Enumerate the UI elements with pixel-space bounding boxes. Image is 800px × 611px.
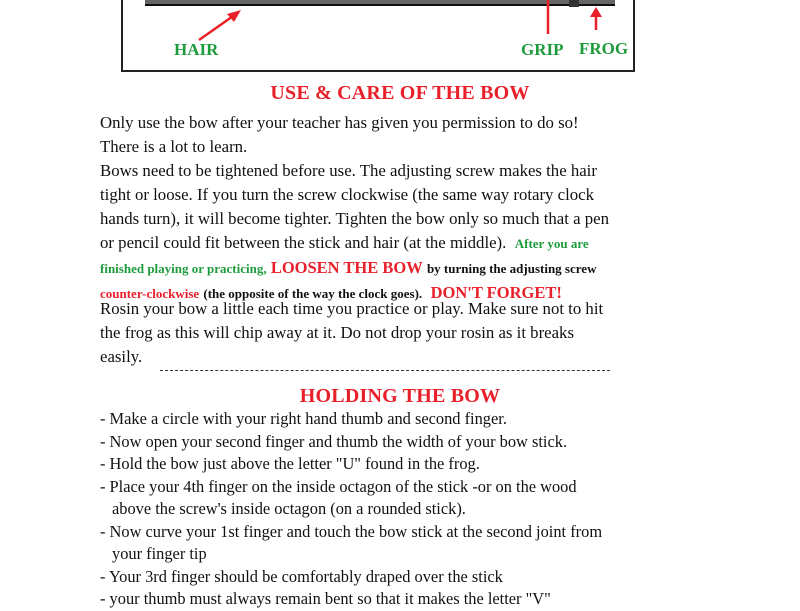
use-care-title: USE & CARE OF THE BOW	[270, 82, 530, 104]
dont-forget-text: DON'T FORGET!	[430, 283, 562, 302]
counter-clockwise-text: counter-clockwise	[100, 286, 200, 301]
p2-line1: Bows need to be tightened before use. The adjusting screw makes the hair	[100, 161, 597, 180]
p3-line2: the frog as this will chip away at it. Do not drop your rosin as it breaks	[100, 323, 574, 342]
finished-playing-text: finished playing or practicing,	[100, 261, 267, 276]
p2-line4	[100, 231, 740, 256]
list-item: - Your 3rd finger should be comfortably draped over the stick	[100, 566, 503, 586]
p2-line3: hands turn), it will become tighter. Tighten the bow only so much that a pen	[100, 209, 609, 228]
section-divider	[160, 370, 610, 371]
list-item: - Place your 4th finger on the inside octagon of the stick -or on the wood	[100, 476, 577, 496]
frog-label: FROG	[579, 39, 629, 58]
list-item: - Now curve your 1st finger and touch the bow stick at the second joint from	[100, 521, 603, 541]
hair-label: HAIR	[174, 40, 219, 59]
opposite-text: (the opposite of the way the clock goes).	[203, 286, 423, 301]
p3-line3: easily.	[100, 347, 143, 366]
p2-line5	[100, 256, 740, 281]
holding-instructions-list	[100, 408, 740, 611]
p2-line2: tight or loose. If you turn the screw clockwise (the same way rotary clock	[100, 185, 594, 204]
grip-label: GRIP	[521, 40, 564, 59]
frog-arrowhead	[590, 7, 602, 17]
list-item: - Hold the bow just above the letter "U" found in the frog.	[100, 454, 480, 473]
holding-title: HOLDING THE BOW	[299, 385, 501, 407]
p1-line2: There is a lot to learn.	[100, 137, 248, 156]
p1-line1: Only use the bow after your teacher has given you permission to do so!	[100, 113, 579, 132]
paragraph-permission	[100, 111, 740, 159]
list-item-continuation: above the screw's inside octagon (on a rounded stick).	[112, 499, 466, 518]
after-you-are-text: After you are	[514, 236, 589, 251]
list-item: - Make a circle with your right hand thumb and second finger.	[100, 409, 507, 428]
list-item: - your thumb must always remain bent so that it makes the letter "V"	[100, 589, 551, 608]
by-turning-text: by turning the adjusting screw	[426, 261, 597, 276]
list-item: - Now open your second finger and thumb the width of your bow stick.	[100, 431, 568, 451]
p3-line1: Rosin your bow a little each time you practice or play. Make sure not to hit	[100, 299, 604, 318]
paragraph-tightening	[100, 159, 740, 306]
paragraph-rosin	[100, 297, 740, 369]
list-item-continuation: your finger tip	[112, 544, 207, 563]
bow-frog-shape	[569, 0, 579, 7]
loosen-the-bow-text: LOOSEN THE BOW	[270, 258, 423, 277]
p2-line4-text: or pencil could fit between the stick and hair (at the middle).	[100, 233, 507, 252]
